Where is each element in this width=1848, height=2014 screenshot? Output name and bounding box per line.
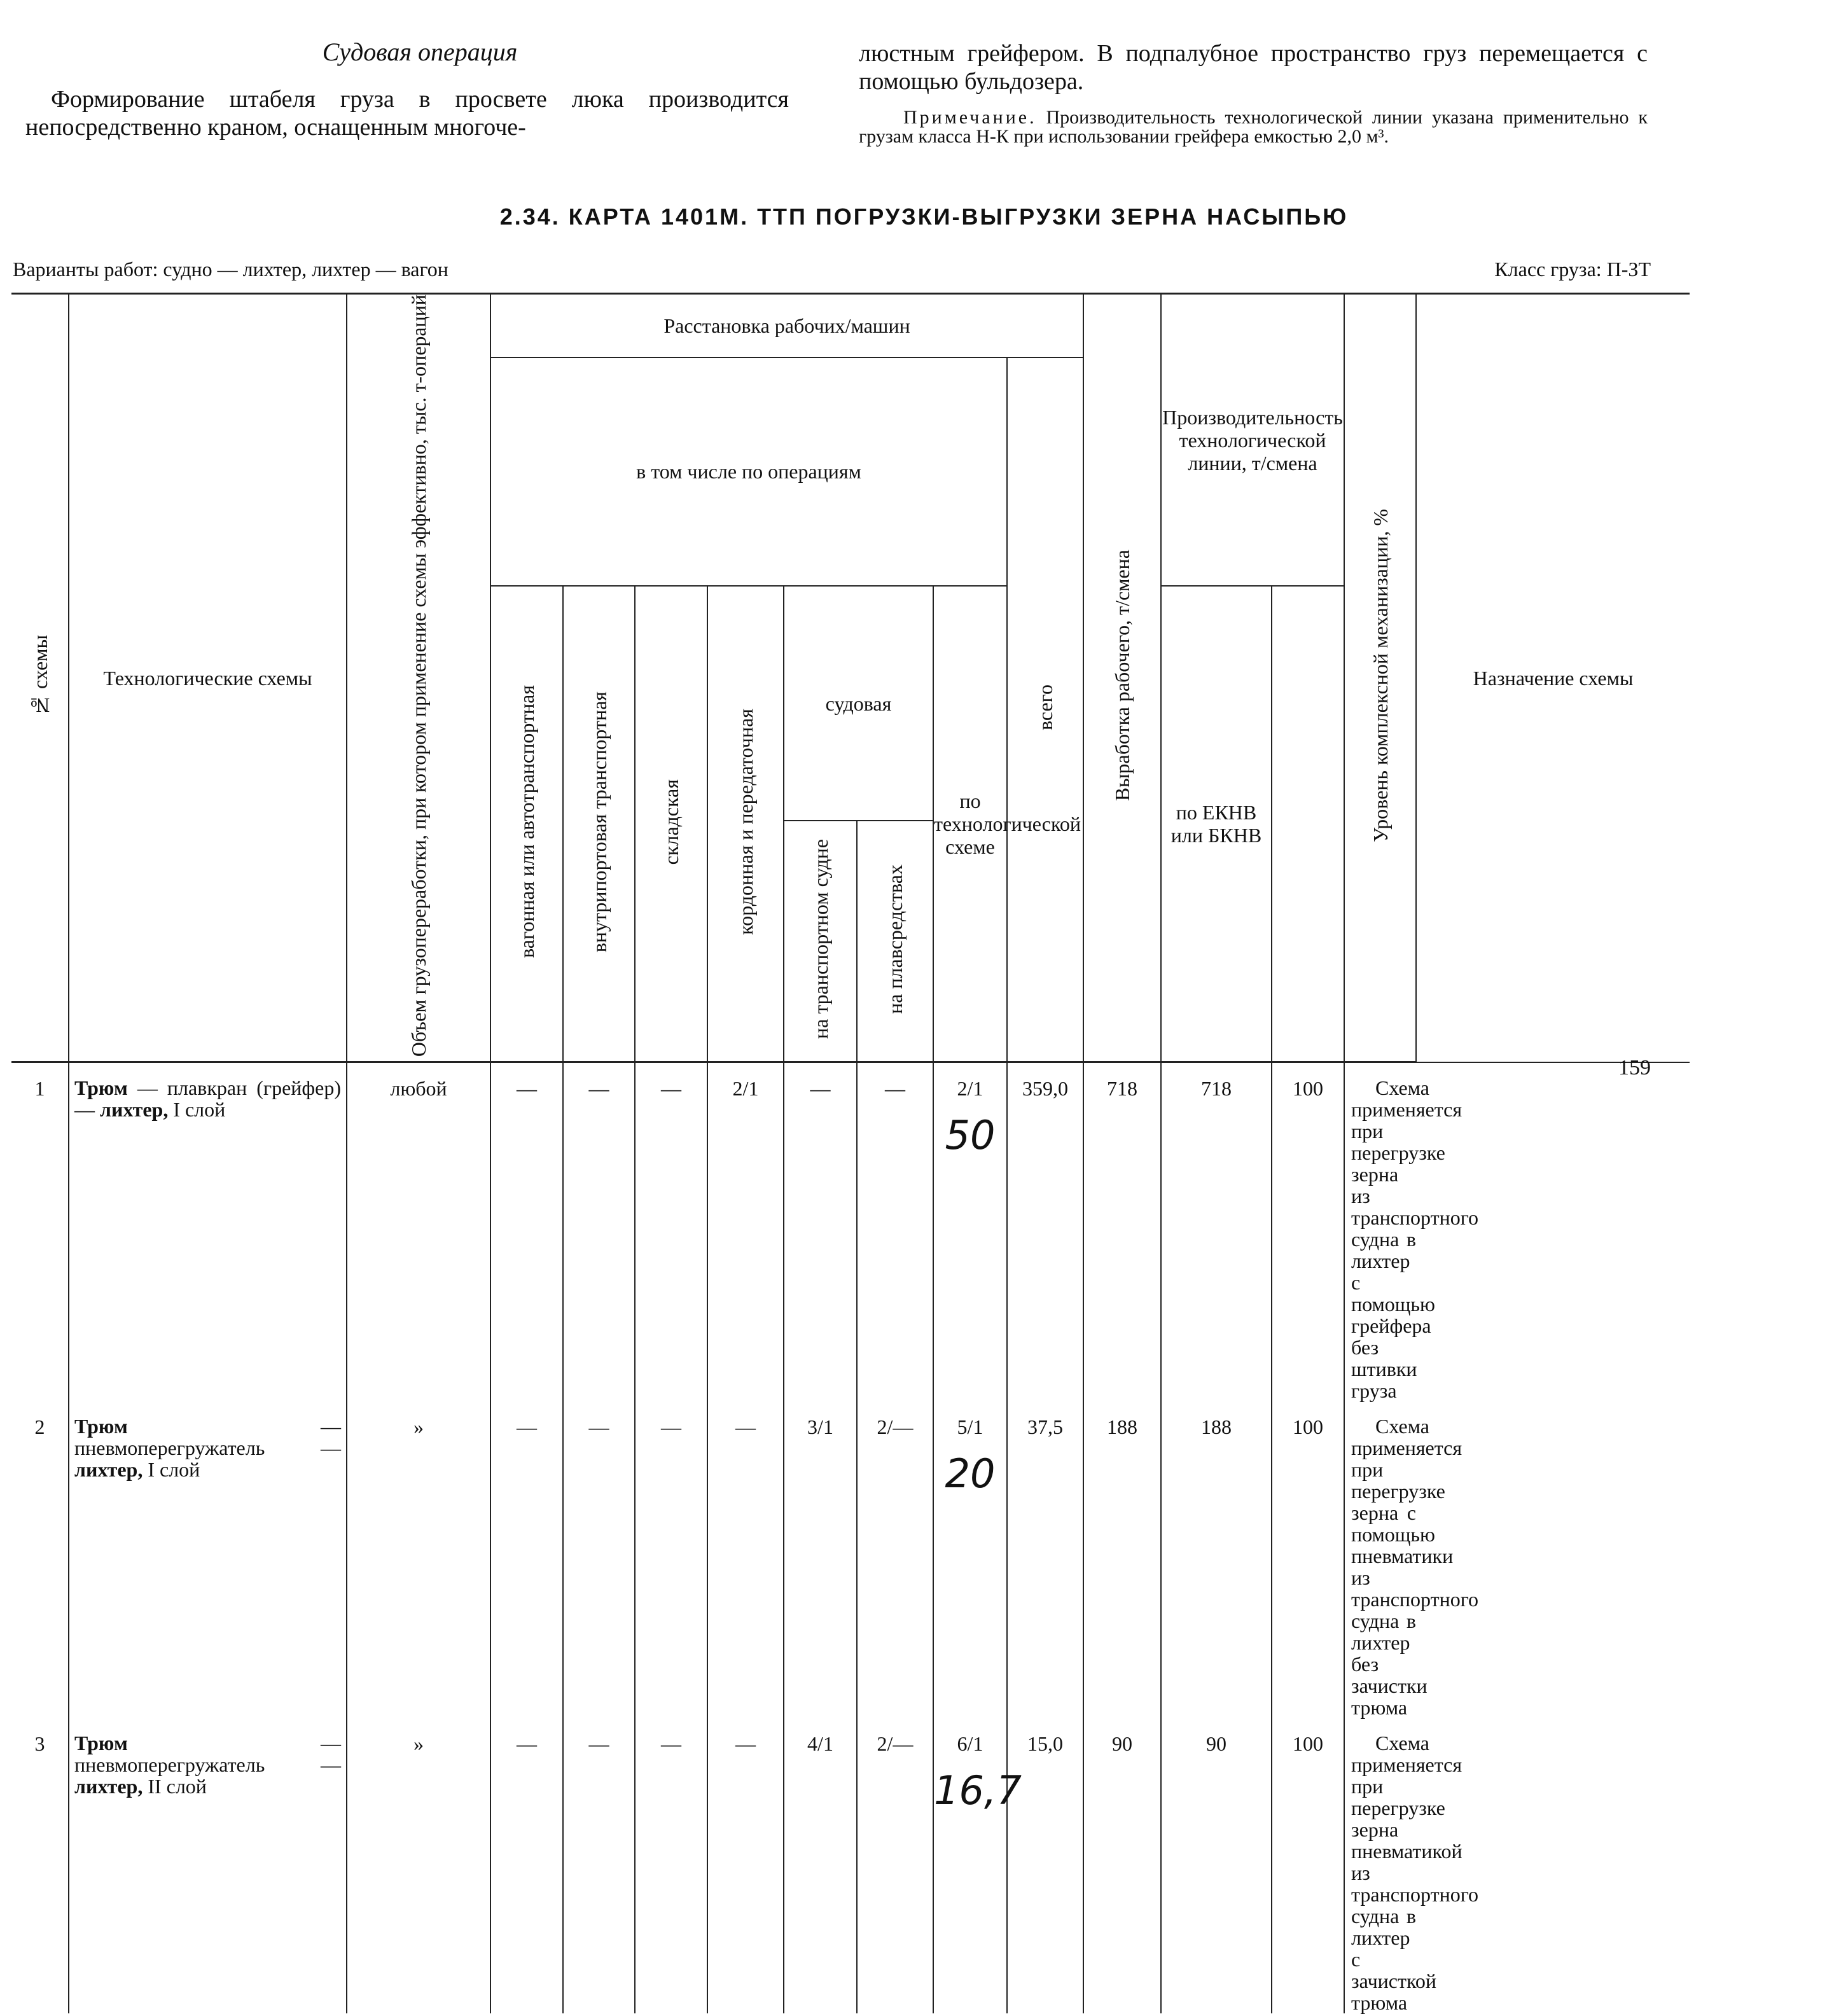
output-cell: 15,0	[1007, 1718, 1083, 2013]
by-tech-cell: 90	[1083, 1718, 1161, 2013]
wagon-cell: —	[490, 1401, 563, 1718]
intraport-cell: —	[563, 1401, 635, 1718]
header-purpose: Назначение схемы	[1416, 294, 1690, 1062]
intraport-cell: —	[563, 1718, 635, 2013]
tech-scheme: Трюм — пневмоперегружатель — лихтер, II слой	[69, 1718, 347, 2013]
header-by-tech: по технологической схеме	[933, 586, 1007, 1062]
handwritten-note: 20	[945, 1450, 996, 1497]
note-text: Производительность технологической линии указана применительно к грузам класса Н-К при использовании грейфера емкостью 2,0 м³.	[859, 107, 1648, 147]
tech-scheme: Трюм — пневмоперегружатель — лихтер, I слой	[69, 1401, 347, 1718]
header-tech-schemes: Технологические схемы	[69, 294, 347, 1062]
operation-title: Судовая операция	[322, 38, 518, 66]
row-number: 3	[11, 1718, 69, 2013]
cordon-cell: —	[707, 1718, 784, 2013]
note-paragraph	[859, 108, 1648, 146]
table-row	[11, 1401, 1690, 1718]
mech-cell: 100	[1272, 1062, 1344, 1402]
total-cell: 6/1 16,7	[933, 1718, 1007, 2013]
volume-cell: любой	[347, 1062, 490, 1402]
wagon-cell: —	[490, 1062, 563, 1402]
header-volume: Объем грузопереработки, при котором применение схемы эффективно, тыс. т-операций	[347, 294, 490, 1062]
wagon-cell: —	[490, 1718, 563, 2013]
handwritten-note: 16,7	[934, 1767, 1022, 1814]
header-on-floating: на плавсредствах	[857, 821, 933, 1062]
header-total: всего	[1007, 358, 1083, 1062]
header-placement: Расстановка рабочих/машин	[490, 294, 1083, 358]
total-cell: 5/1 20	[933, 1401, 1007, 1718]
by-tech-cell: 718	[1083, 1062, 1161, 1402]
header-ship: судовая	[784, 586, 933, 821]
header-wagon: вагонная или автотранспортная	[490, 586, 563, 1062]
cordon-cell: —	[707, 1401, 784, 1718]
header-scheme-number: № схемы	[11, 294, 69, 1062]
intraport-cell: —	[563, 1062, 635, 1402]
warehouse-cell: —	[635, 1401, 707, 1718]
map-title: 2.34. КАРТА 1401М. ТТП ПОГРУЗКИ-ВЫГРУЗКИ ЗЕРНА НАСЫПЬЮ	[499, 204, 1349, 230]
work-variants: Варианты работ: судно — лихтер, лихтер — вагон	[13, 258, 448, 281]
header-intraport: внутрипортовая транспортная	[563, 586, 635, 1062]
output-cell: 359,0	[1007, 1062, 1083, 1402]
header-mech-level: Уровень комплексной механизации, %	[1344, 294, 1416, 1062]
mech-cell: 100	[1272, 1718, 1344, 2013]
tech-scheme: Трюм — плавкран (грейфер) — лихтер, I слой	[69, 1062, 347, 1402]
mech-cell: 100	[1272, 1401, 1344, 1718]
on-floating-cell: 2/—	[857, 1718, 933, 2013]
cargo-class: Класс груза: П-ЗТ	[1494, 258, 1651, 281]
on-transport-cell: 3/1	[784, 1401, 857, 1718]
note-label: Примечание.	[903, 107, 1037, 128]
purpose-cell: Схема применяется при перегрузке зерна с помощью пневматики из транспортного судна в лихтер без зачистки трюма	[1344, 1401, 1416, 1718]
cordon-cell: 2/1	[707, 1062, 784, 1402]
row-number: 2	[11, 1401, 69, 1718]
page-number: 159	[1618, 1056, 1651, 1080]
warehouse-cell: —	[635, 1718, 707, 2013]
on-transport-cell: 4/1	[784, 1718, 857, 2013]
on-floating-cell: 2/—	[857, 1401, 933, 1718]
header-on-transport-ship: на транспортном судне	[784, 821, 857, 1062]
volume-cell: »	[347, 1718, 490, 2013]
purpose-cell: Схема применяется при перегрузке зерна из транспортного судна в лихтер с помощью грейфера без штивки груза	[1344, 1062, 1416, 1402]
header-warehouse: складская	[635, 586, 707, 1062]
header-productivity: Производительность технологической линии, т/смена	[1161, 294, 1344, 587]
total-cell: 2/1 50	[933, 1062, 1007, 1402]
purpose-cell: Схема применяется при перегрузке зерна пневматикой из транспортного судна в лихтер с зачисткой трюма	[1344, 1718, 1416, 2013]
intro-left-column	[25, 38, 789, 141]
intro-right-text: люстным грейфером. В подпалубное пространство груз перемещается с помощью бульдозера.	[859, 40, 1648, 95]
by-eknv-cell: 90	[1161, 1718, 1272, 2013]
on-floating-cell: —	[857, 1062, 933, 1402]
intro-right-column	[859, 39, 1648, 146]
header-output: Выработка рабочего, т/смена	[1083, 294, 1161, 1062]
row-number: 1	[11, 1062, 69, 1402]
header-by-operations: в том числе по операциям	[490, 358, 1007, 587]
handwritten-note: 50	[945, 1112, 996, 1159]
warehouse-cell: —	[635, 1062, 707, 1402]
by-eknv-cell: 718	[1161, 1062, 1272, 1402]
table-row	[11, 1718, 1690, 2013]
header-cordon: кордонная и передаточная	[707, 586, 784, 1062]
intro-left-text: Формирование штабеля груза в просвете люка производится непосредственно краном, оснащенным многоче-	[25, 86, 789, 141]
by-eknv-cell: 188	[1161, 1401, 1272, 1718]
header-by-eknv: по ЕКНВ или БКНВ	[1161, 586, 1272, 1062]
by-tech-cell: 188	[1083, 1401, 1161, 1718]
table-row	[11, 1062, 1690, 1402]
on-transport-cell: —	[784, 1062, 857, 1402]
volume-cell: »	[347, 1401, 490, 1718]
output-cell: 37,5	[1007, 1401, 1083, 1718]
scheme-table	[11, 293, 1690, 2013]
